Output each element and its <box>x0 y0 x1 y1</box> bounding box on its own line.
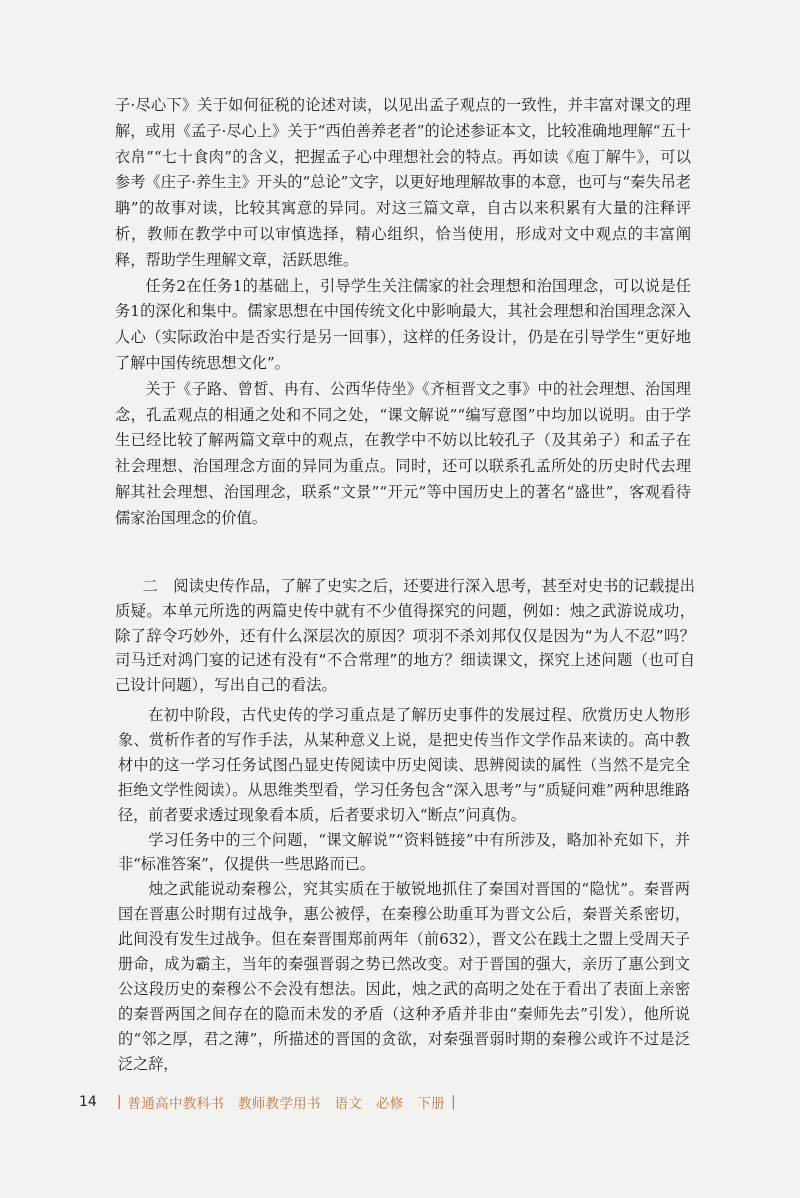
paragraph-junior-high-stage: 在初中阶段，古代史传的学习重点是了解历史事件的发展过程、欣赏历史人物形象、赏析作者的写作手法，从某种意义上说，是把史传当作文学作品来读的。高中教材中的这一学习任务试图凸显史传阅读中历史阅读、思辨阅读的属性（当然不是完全拒绝文学性阅读）。从思维类型看，学习任务包含“深入思考”与“质疑问难”两种思维路径，前者要求透过现象看本质，后者要求切入“断点”问真伪。 <box>118 706 690 824</box>
task-text: 二 阅读史传作品，了解了史实之后，还要进行深入思考，甚至对史书的记载提出质疑。本单元所选的两篇史传中就有不少值得探究的问题，例如：烛之武游说成功，除了辞令巧妙外，还有什么深层次的原因？项羽不杀刘邦仅仅是因为“为人不忍”吗？司马迁对鸿门宴的记述有没有“不合常理”的地方？细读课文，探究上述问题（也可自己设计问题），写出自己的看法。 <box>115 577 695 695</box>
commentary-bottom-section <box>118 703 690 1077</box>
footer-divider-right: | <box>450 1094 456 1110</box>
paragraph-confucian-ideals: 关于《子路、曾皙、冉有、公西华侍坐》《齐桓晋文之事》中的社会理想、治国理念，孔孟观点的相通之处和不同之处，“课文解说”“编写意图”中均加以说明。由于学生已经比较了解两篇文章中的观点，在教学中不妨以比较孔子（及其弟子）和孟子在社会理想、治国理念方面的异同为重点。同时，还可以联系孔孟所处的历史时代去理解其社会理想、治国理念，联系“文景”“开元”等中国历史上的著名“盛世”，客观看待儒家治国理念的价值。 <box>115 379 691 527</box>
page-footer <box>79 1090 462 1114</box>
paragraph-zhu-zhi-wu: 烛之武能说动秦穆公，究其实质在于敏锐地抓住了秦国对晋国的“隐忧”。秦晋两国在晋惠公时期有过战争，惠公被俘，在秦穆公助重耳为晋文公后，秦晋关系密切，此间没有发生过战争。但在秦晋围郑前两年（前632），晋文公在践土之盟上受周天子册命，成为霸主，当年的秦强晋弱之势已然改变。对于晋国的强大，亲历了惠公到文公这段历史的秦穆公不会没有想法。因此，烛之武的高明之处在于看出了表面上亲密的秦晋两国之间存在的隐而未发的矛盾（这种矛盾并非由“秦师先去”引发），他所说的“邻之厚，君之薄”，所描述的晋国的贪欲，对秦强晋弱时期的秦穆公或许不过是泛泛之辞， <box>118 880 690 1073</box>
paragraph-task2: 任务2在任务1的基础上，引导学生关注儒家的社会理想和治国理念，可以说是任务1的深化和集中。儒家思想在中国传统文化中影响最大，其社会理想和治国理念深入人心（实际政治中是否实行是另一回事），这样的任务设计，仍是在引导学生“更好地了解中国传统思想文化”。 <box>115 276 691 372</box>
paragraph-three-questions: 学习任务中的三个问题，“课文解说”“资料链接”中有所涉及，略加补充如下，并非“标准答案”，仅提供一些思路而已。 <box>118 830 690 874</box>
learning-task-two <box>115 574 695 698</box>
page-number: 14 <box>79 1094 97 1110</box>
paragraph-zhuangzi-mengzi: 子·尽心下》关于如何征税的论述对读，以见出孟子观点的一致性，并丰富对课文的理解，或用《孟子·尽心上》关于“西伯善养老者”的论述参证本文，比较准确地理解“五十衣帛”“七十食肉”的含义，把握孟子心中理想社会的特点。再如读《庖丁解牛》，可以参考《庄子·养生主》开头的“总论”文字，以更好地理解故事的本意，也可与“秦失吊老聃”的故事对读，比较其寓意的异同。对这三篇文章，自古以来积累有大量的注释评析，教师在教学中可以审慎选择，精心组织，恰当使用，形成对文中观点的丰富阐释，帮助学生理解文章，活跃思维。 <box>115 96 691 269</box>
book-title: 普通高中教科书 教师教学用书 语文 必修 下册 <box>127 1096 445 1112</box>
commentary-top-section <box>115 93 691 532</box>
footer-divider-left: | <box>116 1094 122 1110</box>
